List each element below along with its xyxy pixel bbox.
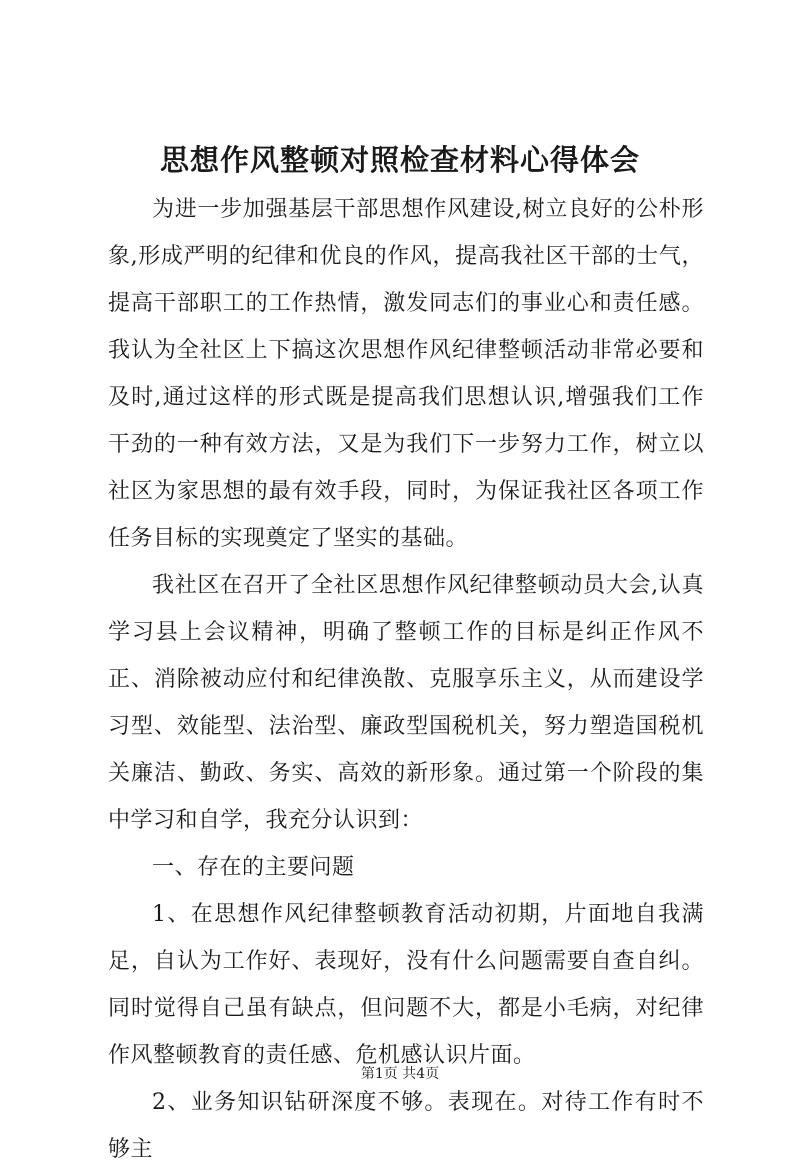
paragraph-intro: 为进一步加强基层干部思想作风建设,树立良好的公朴形象,形成严明的纪律和优良的作风，提高我社区干部的士气，提高干部职工的工作热情，激发同志们的事业心和责任感。我认为全社区上下搞这次思想作风纪律整顿活动非常必要和及时,通过这样的形式既是提高我们思想认识,增强我们工作干劲的一种有效方法，又是为我们下一步努力工作，树立以社区为家思想的最有效手段，同时，为保证我社区各项工作任务目标的实现奠定了坚实的基础。 [108, 197, 704, 551]
document-body [108, 186, 704, 1173]
section-heading-problems: 一、存在的主要问题 [152, 855, 355, 880]
paragraph-item-2: 2、业务知识钻研深度不够。表现在。对待工作有时不够主 [108, 1090, 704, 1162]
paragraph-meeting: 我社区在召开了全社区思想作风纪律整顿动员大会,认真学习县上会议精神，明确了整顿工作的目标是纠正作风不正、消除被动应付和纪律涣散、克服享乐主义，从而建设学习型、效能型、法治型、廉政型国税机关，努力塑造国税机关廉洁、勤政、务实、高效的新形象。通过第一个阶段的集中学习和自学，我充分认识到： [108, 573, 704, 833]
page-title: 思想作风整顿对照检查材料心得体会 [159, 143, 640, 177]
page-number-footer: 第1页 共4页 [360, 1066, 440, 1082]
paragraph-item-1: 1、在思想作风纪律整顿教育活动初期，片面地自我满足，自认为工作好、表现好，没有什么问题需要自查自纠。同时觉得自己虽有缺点，但问题不大，都是小毛病，对纪律作风整顿教育的责任感、危机感认识片面。 [108, 902, 704, 1068]
